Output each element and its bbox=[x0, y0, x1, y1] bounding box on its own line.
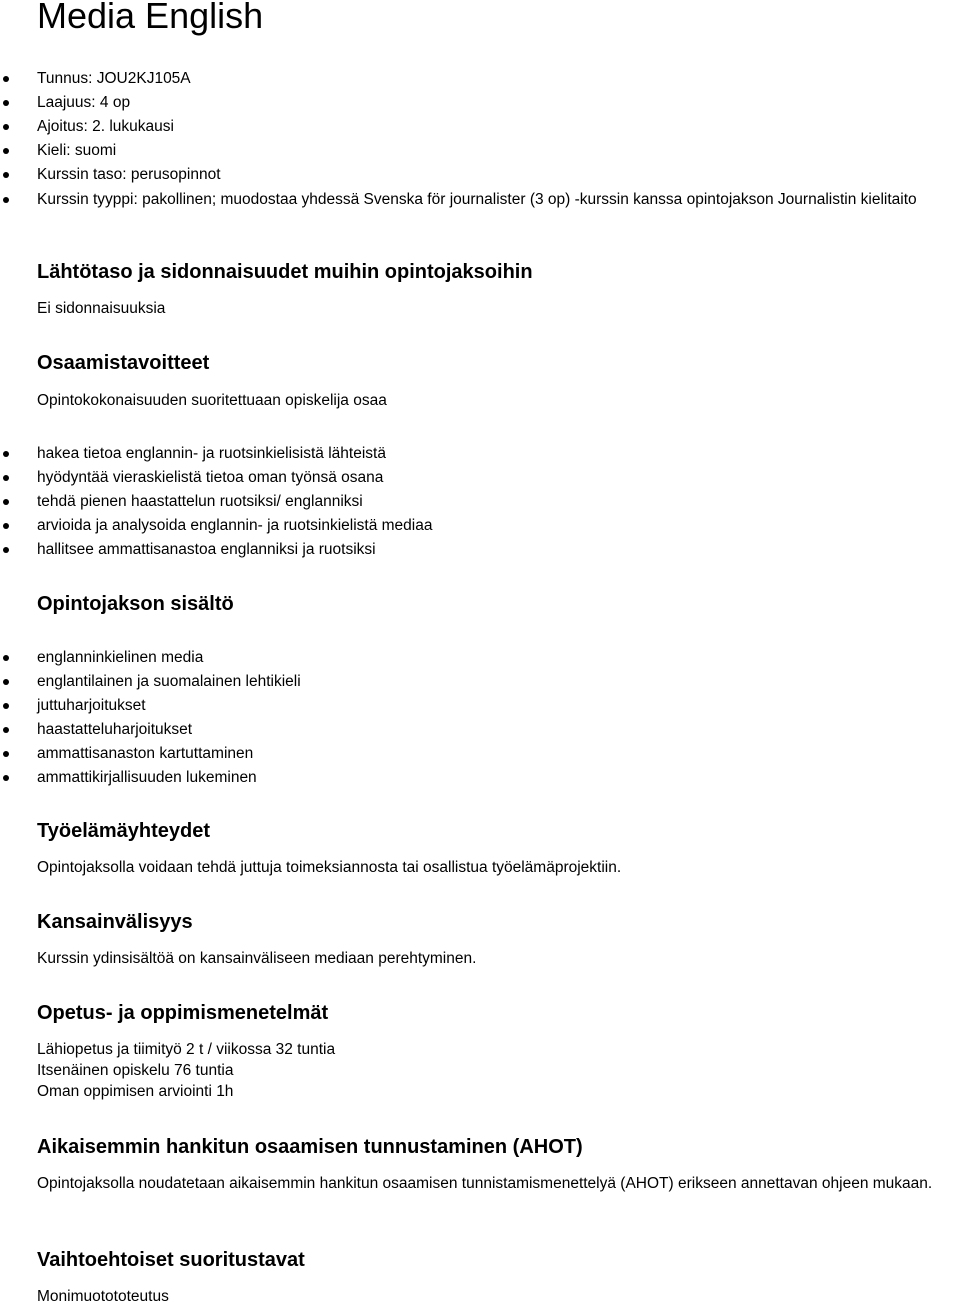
learning-outcomes-intro: Opintokokonaisuuden suoritettuaan opiskelija osaa bbox=[37, 392, 387, 409]
list-item: Tunnus: JOU2KJ105A bbox=[0, 67, 959, 91]
bullet-icon bbox=[3, 523, 9, 529]
bullet-icon bbox=[3, 703, 9, 709]
list-item: hakea tietoa englannin- ja ruotsinkielisistä lähteistä bbox=[0, 442, 433, 466]
alternatives-text: Monimuotototeutus bbox=[37, 1288, 169, 1305]
list-item: juttuharjoitukset bbox=[0, 694, 301, 718]
list-item: Kurssin tyyppi: pakollinen; muodostaa yhdessä Svenska för journalister (3 op) -kurssin kanssa opintojakson Journalistin kielitaito bbox=[0, 189, 959, 210]
bullet-icon bbox=[3, 547, 9, 553]
methods-line: Oman oppimisen arviointi 1h bbox=[37, 1083, 234, 1100]
methods-line: Itsenäinen opiskelu 76 tuntia bbox=[37, 1062, 234, 1079]
list-item: ammattikirjallisuuden lukeminen bbox=[0, 766, 301, 790]
section-heading-ahot: Aikaisemmin hankitun osaamisen tunnustaminen (AHOT) bbox=[37, 1136, 583, 1158]
list-item: Ajoitus: 2. lukukausi bbox=[0, 115, 959, 139]
list-item: Kurssin taso: perusopinnot bbox=[0, 163, 959, 187]
list-item: tehdä pienen haastattelun ruotsiksi/ englanniksi bbox=[0, 490, 433, 514]
list-item: englantilainen ja suomalainen lehtikieli bbox=[0, 670, 301, 694]
prerequisites-text: Ei sidonnaisuuksia bbox=[37, 300, 166, 317]
bullet-icon bbox=[3, 475, 9, 481]
section-heading-internationality: Kansainvälisyys bbox=[37, 911, 193, 933]
bullet-icon bbox=[3, 100, 9, 106]
page-title: Media English bbox=[37, 0, 264, 36]
section-heading-alternatives: Vaihtoehtoiset suoritustavat bbox=[37, 1249, 305, 1271]
learning-outcomes-list bbox=[0, 442, 433, 562]
bullet-icon bbox=[3, 655, 9, 661]
bullet-icon bbox=[3, 148, 9, 154]
list-item: hallitsee ammattisanastoa englanniksi ja ruotsiksi bbox=[0, 538, 433, 562]
bullet-icon bbox=[3, 451, 9, 457]
section-heading-content: Opintojakson sisältö bbox=[37, 593, 234, 615]
section-heading-prerequisites: Lähtötaso ja sidonnaisuudet muihin opintojaksoihin bbox=[37, 261, 533, 283]
bullet-icon bbox=[3, 727, 9, 733]
bullet-icon bbox=[3, 172, 9, 178]
list-item: haastatteluharjoitukset bbox=[0, 718, 301, 742]
list-item: englanninkielinen media bbox=[0, 646, 301, 670]
bullet-icon bbox=[3, 751, 9, 757]
course-info-list bbox=[0, 67, 959, 210]
working-life-text: Opintojaksolla voidaan tehdä juttuja toimeksiannosta tai osallistua työelämäprojektiin. bbox=[37, 859, 622, 876]
bullet-icon bbox=[3, 499, 9, 505]
internationality-text: Kurssin ydinsisältöä on kansainväliseen mediaan perehtyminen. bbox=[37, 950, 477, 967]
list-item: arvioida ja analysoida englannin- ja ruotsinkielistä mediaa bbox=[0, 514, 433, 538]
bullet-icon bbox=[3, 197, 9, 203]
bullet-icon bbox=[3, 679, 9, 685]
section-heading-working-life: Työelämäyhteydet bbox=[37, 820, 211, 842]
bullet-icon bbox=[3, 76, 9, 82]
list-item: hyödyntää vieraskielistä tietoa oman työnsä osana bbox=[0, 466, 433, 490]
ahot-text: Opintojaksolla noudatetaan aikaisemmin hankitun osaamisen tunnistamismenettelyä (AHOT) erikseen annettavan ohjeen mukaan. bbox=[37, 1175, 933, 1192]
list-item: Laajuus: 4 op bbox=[0, 91, 959, 115]
content-list bbox=[0, 646, 301, 790]
section-heading-learning-outcomes: Osaamistavoitteet bbox=[37, 352, 210, 374]
list-item: ammattisanaston kartuttaminen bbox=[0, 742, 301, 766]
bullet-icon bbox=[3, 775, 9, 781]
list-item: Kieli: suomi bbox=[0, 139, 959, 163]
methods-line: Lähiopetus ja tiimityö 2 t / viikossa 32 tuntia bbox=[37, 1041, 336, 1058]
section-heading-methods: Opetus- ja oppimismenetelmät bbox=[37, 1002, 329, 1024]
bullet-icon bbox=[3, 124, 9, 130]
